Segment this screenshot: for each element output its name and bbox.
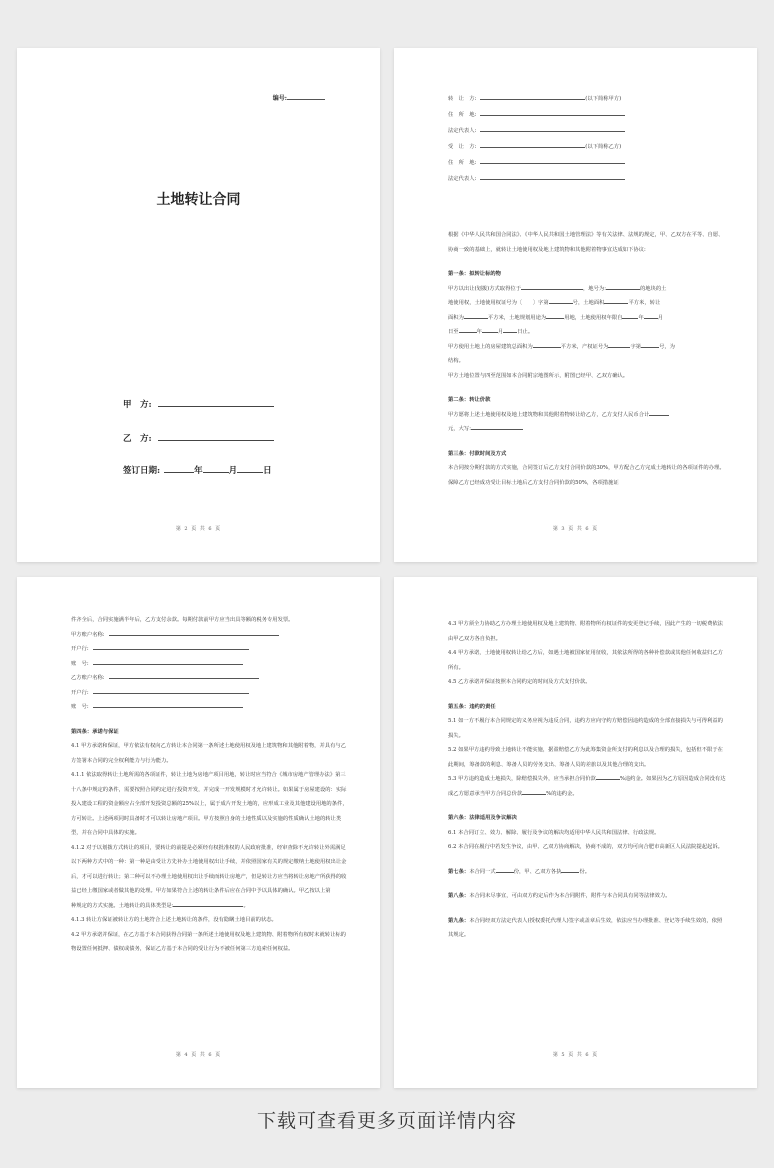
page-commitments [17, 577, 380, 1088]
article-2-text: 甲方愿将上述土地使用权及地上建筑物和其他附着物转让给乙方，乙方支付人民币合计 [448, 408, 727, 423]
article-1-title: 第一条：拟转让标的物 [448, 271, 501, 277]
article-8: 第八条：本合同未尽事宜，可由双方约定后作为本合同附件，附件与本合同具有同等法律效力。 [448, 893, 671, 899]
page-number: 第 3 页 共 6 页 [552, 526, 599, 532]
article-3-text: 本合同按分期付款的方式实施，合同签订后乙方支付合同价款的30%，甲方配合乙方完成土地转让的各项证件的办理。保障乙方已经成功受让目标土地后乙方支付合同价款的50%，各项措施证 [448, 465, 725, 486]
page-cover [17, 48, 380, 562]
contract-body: 根据《中华人民共和国合同法》、《中华人民共和国土地管理法》等有关法律、法规的规定，甲、乙双方在平等、自愿、协商一致的基础上，就转让土地使用权及地上建筑物和其他附着物事宜达成如下协议: 第一条：拟转让标的物 甲方以出让(划拨)方式取得位于 ，地号为: 的地块的土 地使用权，土地使用权证号为〔 〕字第 号，土地面积 平方米，转让 面积为 平方米，土地规划用途为 用地，土地使用权年限自 年 月 日至 年 月 日止。 甲方使用土地上的房屋建筑总面积为 平方米，产权证号为 字第 号，为 结构。 甲方土地位置与四至范围如本合同附宗地图所示，附图已经甲、乙双方确认。 第二条：转让价款 甲方愿将上述土地使用权及地上建筑物和其他附着物转让给乙方，乙方支付人民币合计 元，大写: 第三条：付款时间及方式 本合同按分期付款的方式实施，合同签订后乙方支付合同价款的30%，甲方配合乙方完成土地转让的各项证件的办理。保障乙方已经成功受让目标土地后乙方支付合同价款的50%，各项措施证 [448, 228, 727, 490]
account-a: 甲方账户名称: [71, 628, 350, 643]
download-caption: 下载可查看更多页面详情内容 [256, 1110, 517, 1132]
article-4-title: 第四条：承诺与保证 [71, 728, 119, 735]
page-number: 第 4 页 共 6 页 [175, 1052, 222, 1058]
article-5-title: 第五条：违约的责任 [448, 703, 496, 710]
page-number: 第 2 页 共 6 页 [175, 526, 222, 532]
party-a-line: 甲 方: [123, 398, 274, 410]
document-title: 土地转让合同 [156, 192, 241, 208]
contract-body: 4.3 甲方须全力协助乙方办理土地使用权及地上建筑物、附着物所有权证件的变更登记手续，因此产生的一切税费依法由甲乙双方各自负担。 4.4 甲方承诺，土地使用权转让给乙方后，如遇土地被国家征用征收，其依法所得的各种补偿款或其他任何收益归乙方所有。 4.5 乙方承诺并保证按照本合同约定的时间及方式支付价款。 第五条：违约的责任 5.1 如一方不履行本合同规定的义务应视为违反合同，违约方应向守约方赔偿因违约造成的全部直接损失与可得利益的损失。 5.2 如果甲方违约导致土地转让不能实施，据盈赔偿乙方为此筹集资金所支付的利息以及合理的损失，包括但不限于在此期间，筹备款的利息、筹备人员的劳务支出、筹备人员的差旅以及其他合理的支出。 5.3 甲方违约造成土地损失，除赔偿损失外，应当承担合同价款 %违约金。如果因为乙方原因造成合同没有达成乙方愿意承当甲方合同总价款 %的违约金。 第六条：法律适用及争议解决 6.1 本合同订立、效力、解除、履行及争议的解决均适用中华人民共和国法律、行政法规。 6.2 本合同在履行中若发生争议，由甲、乙双方协商解决，协商不成的，双方均可向合肥市高新区人民法院提起起诉。 第七条：本合同一式 份，甲、乙双方各执 份。 第八条：本合同未尽事宜，可由双方约定后作为本合同附件，附件与本合同具有同等法律效力。 第九条：本合同经双方法定代表人(授权委托代理人)签字或盖章后生效，依法应当办理批准、登记等手续生效的，依照其规定。 [448, 617, 727, 943]
account-b: 乙方账户名称: [71, 671, 350, 686]
contract-body: 件齐全后，合同实施满半年后，乙方支付余款。每期付款前甲方应当出具等额的税务专用发票。 甲方账户名称: 开户行: 账 号: 乙方账户名称: 开户行: 账 号: 第四条：承诺与保证 4.1 甲方承诺和保证，甲方依法有权向乙方转让本合同第一条所述土地使用权及地上建筑物和其他附着物，并具有与乙方签署本合同的完全权利能力与行为能力。 4.1.1 依法取得转让土地所需的各项证件，转让土地为房地产项目用地，转让时应当符合《城市房地产管理办法》第三十八条中规定的条件，需要按照合同约定进行投资开发，并完成一开发规模时才允许转让。如果属于房屋建设的：实际投入建设工程的资金额应占全部开发投资总额的25%以上，属于成片开发土地的，应形成工业及其他建设用地的条件，方可转让。上述两项同时具备时才可以转让房地产项目。甲方按照自身的土地性质以及实施的性质确认土地的转让类型，并在合同中具体的实施。 4.1.2 对于以划拨方式转让的项目，要转让的前提是必须经有权批准权的人民政府批准，经审查除不允许转让外需满足以下两种方式中的一种：第一种是由受让方先补办土地使用权出让手续，并依照国家有关的规定缴纳土地使用权出让金后，才可以进行转让；第二种可以不办理土地使用权出让手续而转让房地产，但是转让方应当将转让房地产所获得的收益已经上缴国家或者做其他的处理。甲方如果符合上述的转让条件后应在合同中予以具体的确认。甲乙按以上第 种规定的方式实施。土地转让的具体类型是: 。 4.1.3 转让方保证被转让方的土地符合上述土地转让的条件，没有隐瞒土地目前的状态。 4.2 甲方承诺并保证，在乙方基于本合同获得合同第一条所述土地使用权及地上建筑物、附着物所有权时未就转让标的物设置任何抵押、债权或债务，保证乙方基于本合同的受让行为不被任何第三方追索任何权益。 [71, 613, 350, 957]
preamble: 根据《中华人民共和国合同法》、《中华人民共和国土地管理法》等有关法律、法规的规定，甲、乙双方在平等、自愿、协商一致的基础上，就转让土地使用权及地上建筑物和其他附着物事宜达成如下协议: [448, 232, 724, 253]
party-info: 转 让 方: (以下简称甲方) 住 所 地: 法定代表人: 受 让 方: (以下简称乙方) 住 所 地: 法定代表人: [448, 91, 727, 187]
article-1-text: 甲方以出让(划拨)方式取得位于 ，地号为: 的地块的土 [448, 282, 727, 297]
article-9: 第九条：本合同经双方法定代表人(授权委托代理人)签字或盖章后生效，依法应当办理批准、登记等手续生效的，依照其规定。 [448, 917, 723, 938]
party-b-line: 乙 方: [123, 432, 274, 444]
sign-date-line: 签订日期: 年 月 日 [123, 466, 272, 476]
page-parties [394, 48, 757, 562]
contract-number: 编号: [273, 93, 325, 102]
page-liabilities [394, 577, 757, 1088]
page-number: 第 5 页 共 6 页 [552, 1052, 599, 1058]
article-7: 第七条：本合同一式 份，甲、乙双方各执 份。 [448, 865, 727, 880]
article-6-title: 第六条：法律适用及争议解决 [448, 815, 517, 821]
article-3-title: 第三条：付款时间及方式 [448, 450, 507, 457]
article-2-title: 第二条：转让价款 [448, 397, 491, 403]
